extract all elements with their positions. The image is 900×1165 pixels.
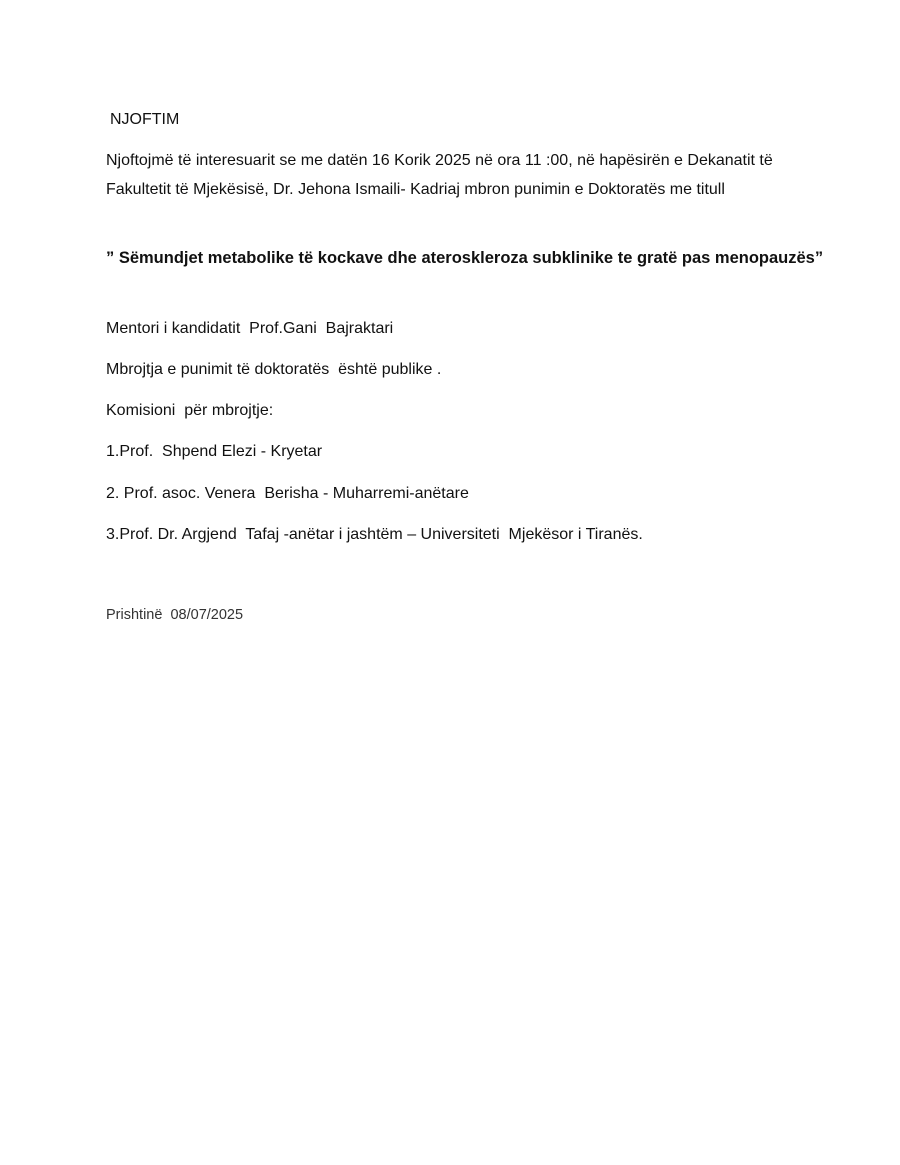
commission-member: 3.Prof. Dr. Argjend Tafaj -anëtar i jashtëm – Universiteti Mjekësor i Tiranës.	[106, 526, 643, 543]
notice-intro-paragraph: Njoftojmë të interesuarit se me datën 16 Korik 2025 në ora 11 :00, në hapësirën e Dekanatit të Fakultetit të Mjekësisë, Dr. Jehona Ismaili- Kadriaj mbron punimin e Doktoratës me titull	[106, 152, 773, 198]
commission-member: 2. Prof. asoc. Venera Berisha - Muharremi-anëtare	[106, 485, 469, 502]
public-defense-note: Mbrojtja e punimit të doktoratës është publike .	[106, 361, 442, 378]
notice-heading: NJOFTIM	[110, 111, 180, 128]
mentor-line: Mentori i kandidatit Prof.Gani Bajraktari	[106, 320, 394, 337]
commission-label: Komisioni për mbrojtje:	[106, 402, 274, 419]
commission-member: 1.Prof. Shpend Elezi - Kryetar	[106, 443, 323, 460]
thesis-title: ” Sëmundjet metabolike të kockave dhe ateroskleroza subklinike te gratë pas menopauzës”	[106, 249, 824, 267]
place-and-date: Prishtinë 08/07/2025	[106, 607, 244, 623]
